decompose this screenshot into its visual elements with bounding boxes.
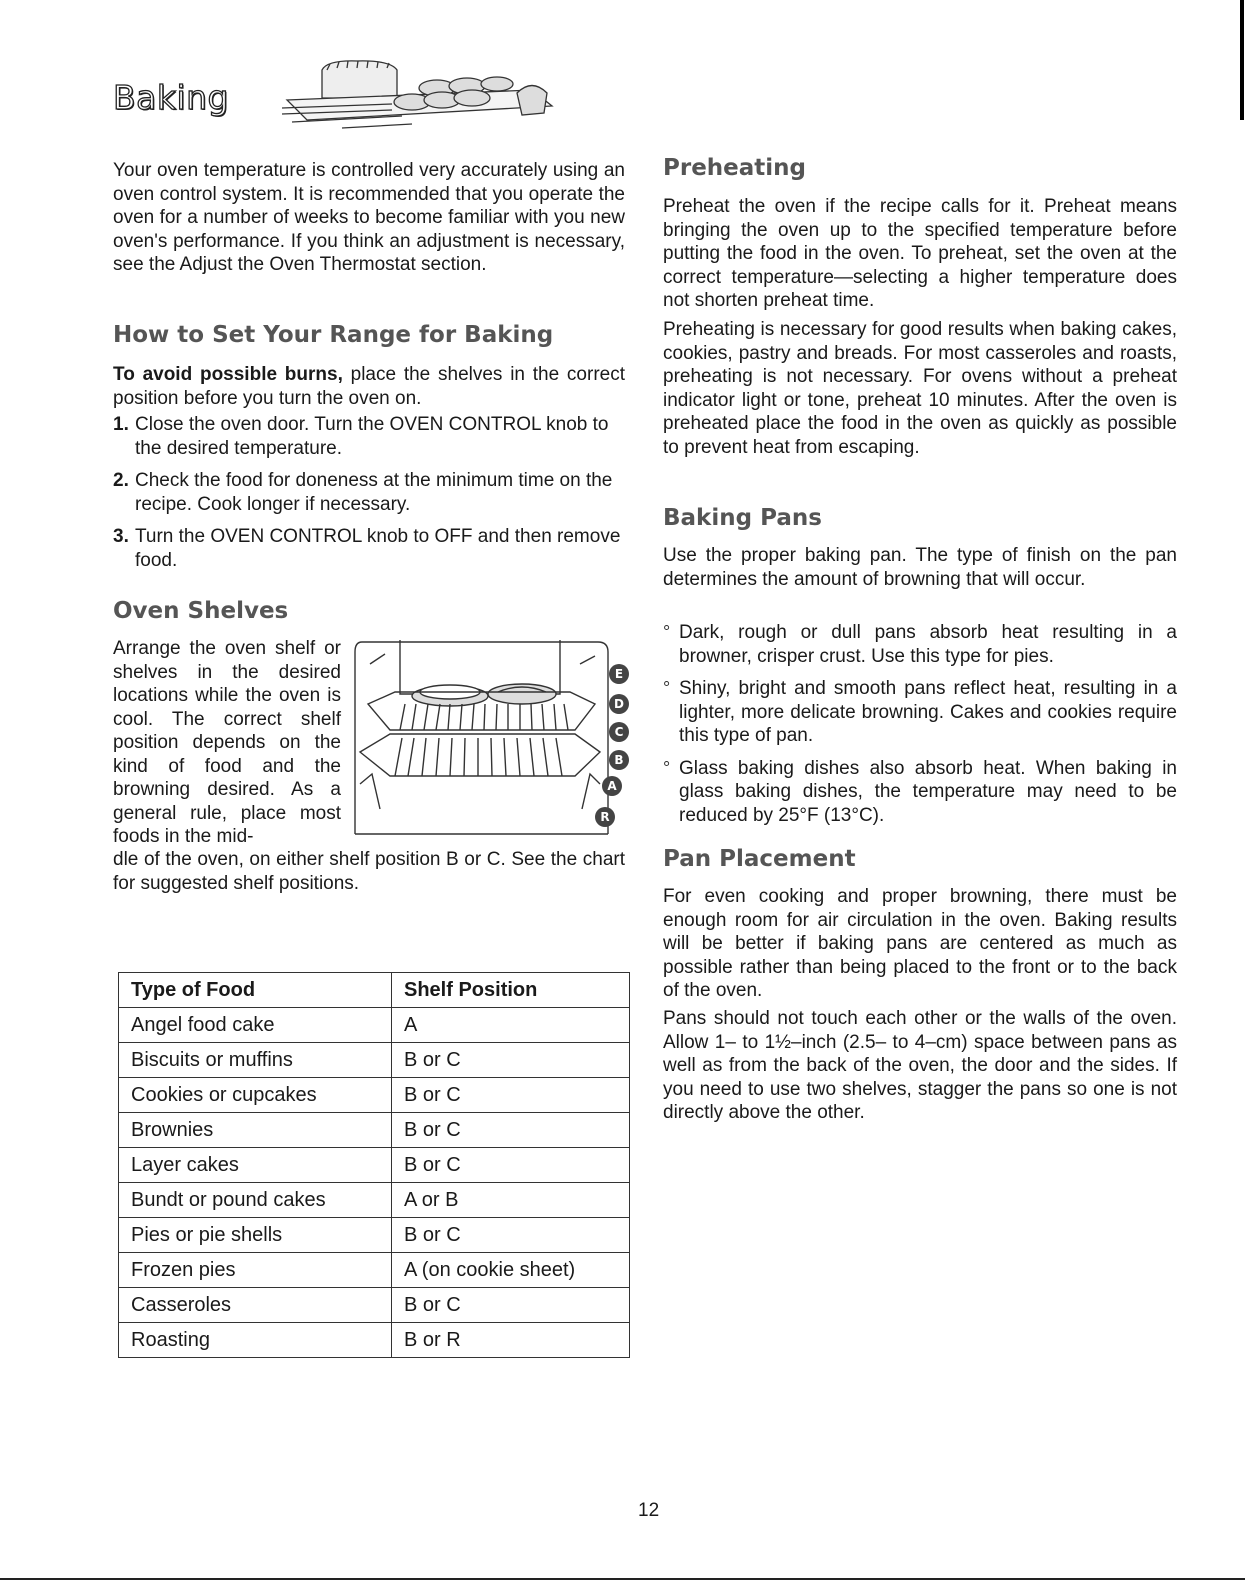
- table-row: [119, 1113, 630, 1148]
- shelf-label-a: A: [607, 779, 617, 793]
- set-range-steps: [113, 413, 625, 581]
- burn-warning-bold: To avoid possible burns,: [113, 364, 343, 385]
- shelf-label-c: C: [614, 725, 624, 739]
- burn-warning: [113, 363, 625, 410]
- pan-placement-paragraph-2: Pans should not touch each other or the walls of the oven. Allow 1– to 1½–inch (2.5– to 4–cm) space between pans as well as from the back of the oven, the door and the sides. If you need to use two shelves, stagger the pans so one is not directly above the other.: [663, 1008, 1177, 1123]
- section-heading-oven-shelves: Oven Shelves: [113, 598, 289, 624]
- pan-placement-paragraph-1: For even cooking and proper browning, there must be enough room for air circulation in the oven. Baking results will be better if baking pans are centered as much as possible rather than being placed to the front or to the back of the oven.: [663, 886, 1177, 1001]
- table-row: [119, 1008, 630, 1043]
- table-row: [119, 1078, 630, 1113]
- list-item: ° Dark, rough or dull pans absorb heat resulting in a browner, crisper crust. Use this type for pies.: [663, 621, 1177, 668]
- section-heading-baking-pans: Baking Pans: [663, 505, 822, 531]
- burn-warning-text: place the shelves in the correct position before you turn the oven on.: [113, 364, 625, 409]
- position-cell: B or C: [392, 1043, 630, 1078]
- page-number: 12: [638, 1500, 660, 1521]
- section-heading-preheating: Preheating: [663, 155, 807, 181]
- step-number: 3.: [113, 526, 129, 547]
- column-header-position: Shelf Position: [392, 973, 630, 1008]
- oven-shelf-diagram: [350, 634, 630, 840]
- scan-edge-line: [0, 1578, 1245, 1580]
- position-cell: A: [392, 1008, 630, 1043]
- shelf-label-d: D: [614, 697, 624, 711]
- position-cell: A (on cookie sheet): [392, 1253, 630, 1288]
- table-row: [119, 1323, 630, 1358]
- position-cell: B or C: [392, 1148, 630, 1183]
- shelf-label-b: B: [614, 753, 624, 767]
- position-cell: B or C: [392, 1113, 630, 1148]
- section-heading-pan-placement: Pan Placement: [663, 846, 856, 872]
- position-cell: A or B: [392, 1183, 630, 1218]
- position-cell: B or C: [392, 1218, 630, 1253]
- table-row: [119, 1253, 630, 1288]
- page-title: Baking: [113, 78, 230, 117]
- scan-edge-mark: [1240, 0, 1244, 120]
- shelves-text-side: Arrange the oven shelf or shelves in the desired locations while the oven is cool. The correct shelf position depends on the kind of food and the browning desired. As a general rule, place most foods in the mid-: [113, 638, 341, 847]
- food-cell: Frozen pies: [119, 1253, 392, 1288]
- baked-goods-illustration: [282, 58, 567, 136]
- step-number: 1.: [113, 414, 129, 435]
- table-row: [119, 1183, 630, 1218]
- shelf-label-r: R: [600, 810, 610, 824]
- food-cell: Casseroles: [119, 1288, 392, 1323]
- column-header-food: Type of Food: [119, 973, 392, 1008]
- table-row: [119, 1148, 630, 1183]
- shelf-label-e: E: [614, 667, 624, 681]
- position-cell: B or R: [392, 1323, 630, 1358]
- step-number: 2.: [113, 470, 129, 491]
- section-heading-set-range: How to Set Your Range for Baking: [113, 322, 554, 348]
- food-cell: Angel food cake: [119, 1008, 392, 1043]
- shelf-position-table: [118, 972, 630, 1358]
- preheating-paragraph-1: Preheat the oven if the recipe calls for it. Preheat means bringing the oven up to the specified temperature before putting the food in the oven. To preheat, set the oven at the correct temperature—selecting a higher temperature does not shorten preheat time.: [663, 196, 1177, 311]
- food-cell: Bundt or pound cakes: [119, 1183, 392, 1218]
- table-row: [119, 1218, 630, 1253]
- intro-paragraph: Your oven temperature is controlled very accurately using an oven control system. It is recommended that you operate the oven for a number of weeks to become familiar with you new oven's performance. If you think an adjustment is necessary, see the Adjust the Oven Thermostat section.: [113, 160, 625, 275]
- step-item: [113, 525, 625, 572]
- step-item: [113, 469, 625, 516]
- food-cell: Roasting: [119, 1323, 392, 1358]
- baking-pans-bullets: [663, 621, 1177, 836]
- food-cell: Layer cakes: [119, 1148, 392, 1183]
- list-item: ° Glass baking dishes also absorb heat. When baking in glass baking dishes, the temperature may need to be reduced by 25°F (13°C).: [663, 757, 1177, 828]
- position-cell: B or C: [392, 1288, 630, 1323]
- step-item: [113, 413, 625, 460]
- food-cell: Brownies: [119, 1113, 392, 1148]
- food-cell: Pies or pie shells: [119, 1218, 392, 1253]
- position-cell: B or C: [392, 1078, 630, 1113]
- food-cell: Cookies or cupcakes: [119, 1078, 392, 1113]
- table-header-row: [119, 973, 630, 1008]
- shelves-text-below: dle of the oven, on either shelf position B or C. See the chart for suggested shelf positions.: [113, 849, 625, 894]
- table-row: [119, 1043, 630, 1078]
- step-text: Check the food for doneness at the minimum time on the recipe. Cook longer if necessary.: [135, 470, 613, 515]
- food-cell: Biscuits or muffins: [119, 1043, 392, 1078]
- step-text: Turn the OVEN CONTROL knob to OFF and then remove food.: [135, 526, 621, 571]
- preheating-paragraph-2: Preheating is necessary for good results when baking cakes, cookies, pastry and breads. For most casseroles and roasts, preheating is not necessary. For ovens without a preheat indicator light or tone, preheat 10 minutes. After the oven is preheated place the food in the oven as quickly as possible to prevent heat from escaping.: [663, 319, 1177, 458]
- list-item: ° Shiny, bright and smooth pans reflect heat, resulting in a lighter, more delicate browning. Cakes and cookies require this type of pan.: [663, 677, 1177, 748]
- baking-pans-paragraph: Use the proper baking pan. The type of finish on the pan determines the amount of browning that will occur.: [663, 545, 1177, 590]
- table-row: [119, 1288, 630, 1323]
- step-text: Close the oven door. Turn the OVEN CONTROL knob to the desired temperature.: [135, 414, 609, 459]
